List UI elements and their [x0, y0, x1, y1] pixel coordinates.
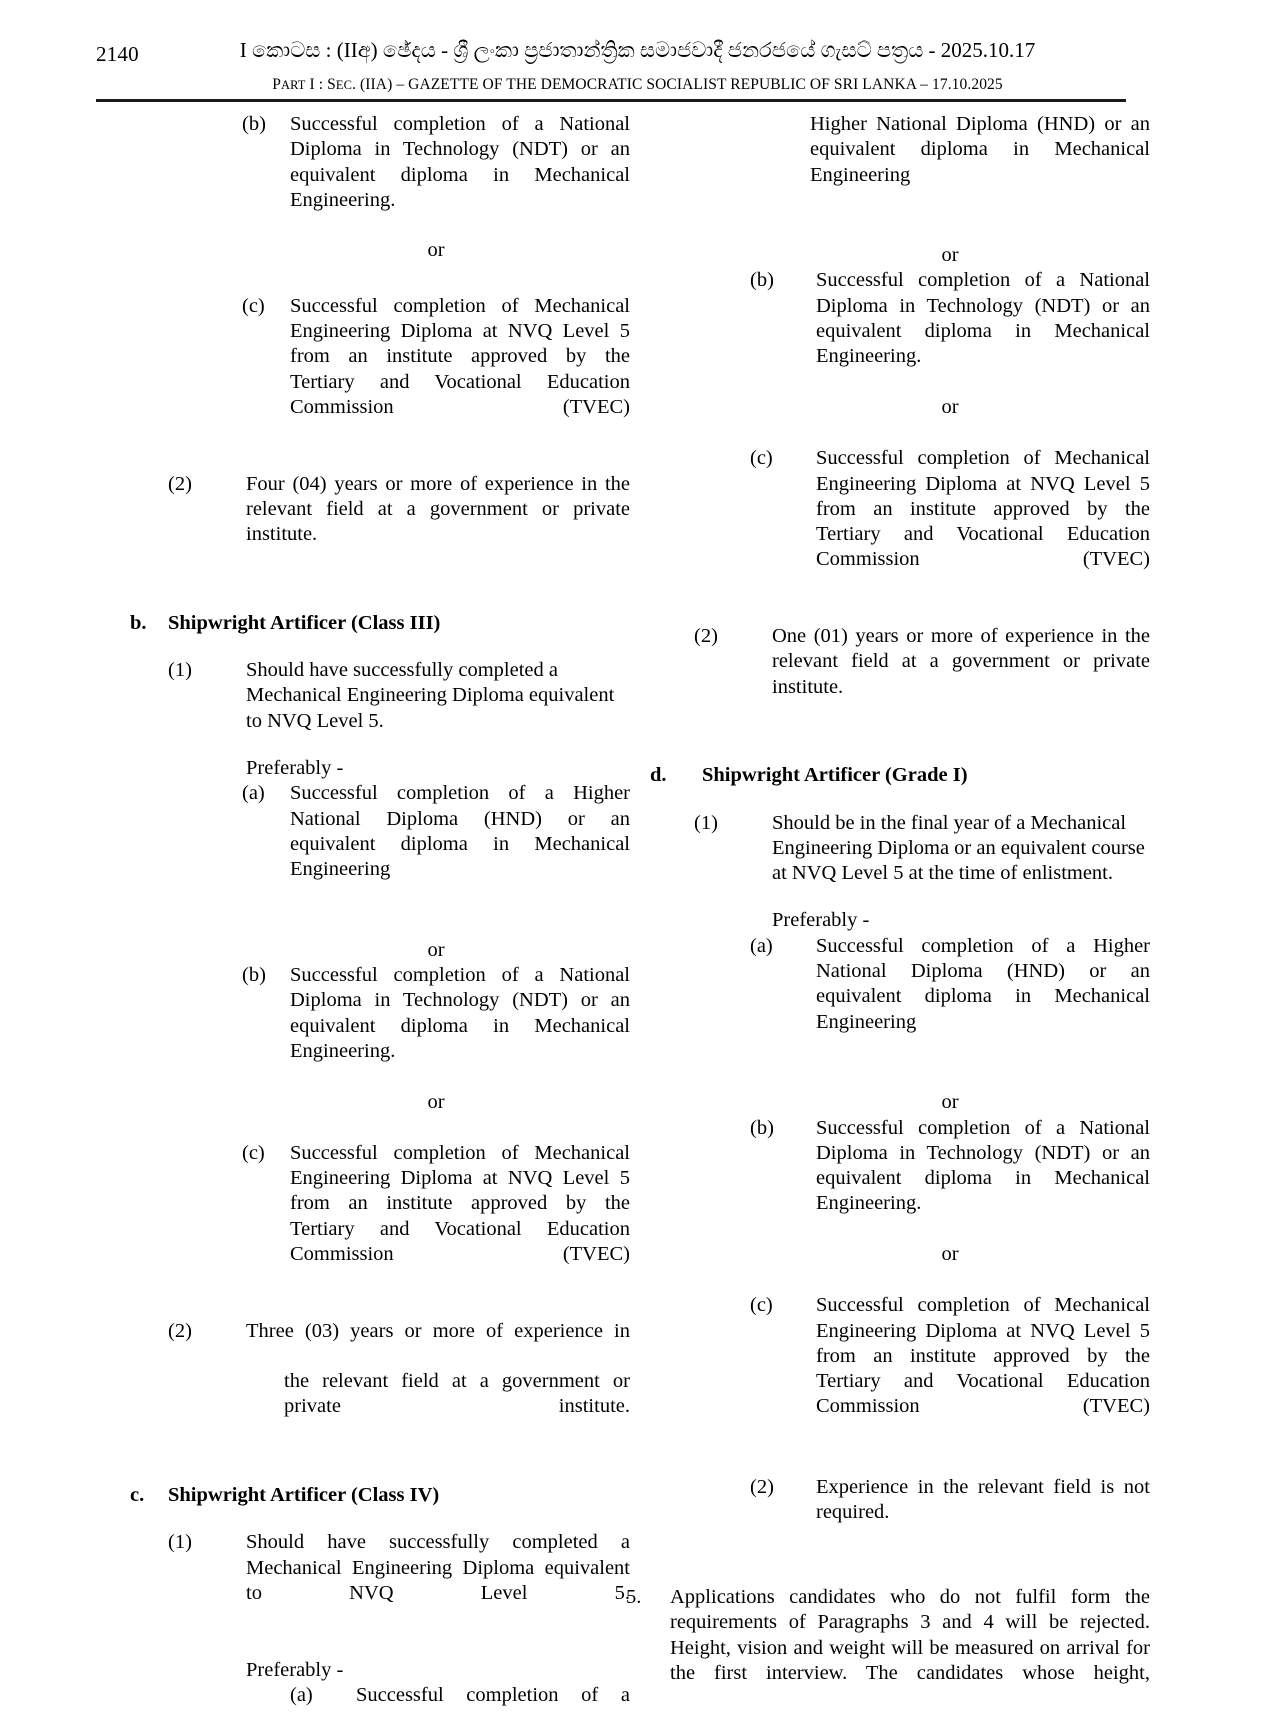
- list-marker: (c): [242, 294, 265, 317]
- list-item-text: Four (04) years or more of experience in the relevant field at a government or private institute.: [246, 472, 630, 546]
- spacer: [130, 636, 630, 658]
- list-item: [750, 268, 1150, 394]
- section-letter: d.: [650, 764, 667, 787]
- list-marker: (b): [242, 113, 266, 135]
- header-row-primary: [0, 38, 1275, 72]
- list-item-text: Successful completion of a National Diploma in Technology (NDT) or an equivalent diploma in Mechanical Engineering.: [290, 964, 630, 1062]
- paragraph-text: Applications candidates who do not fulfil form the requirements of Paragraphs 3 and 4 will be rejected. Height, vision and weight will be measured on arrival for the first interview. The candidates whose height,: [670, 1585, 1150, 1684]
- left-column: [130, 112, 630, 1733]
- spacer: [130, 573, 630, 611]
- section-letter: b.: [130, 611, 147, 634]
- preferably-label: Preferably -: [246, 756, 344, 779]
- spacer: [130, 908, 630, 938]
- preferably-label: Preferably -: [246, 1658, 344, 1681]
- or-separator: or: [427, 938, 445, 961]
- list-item-text: Successful completion of Mechanical Engineering Diploma at NVQ Level 5 from an institute approved by the Tertiary and Vocational Education Commission (TVEC): [290, 1141, 630, 1265]
- list-marker: (a): [242, 782, 265, 805]
- section-heading-c: [130, 1483, 630, 1508]
- list-marker: (b): [242, 964, 266, 987]
- list-marker: (2): [168, 472, 192, 495]
- list-item: [168, 1530, 630, 1631]
- spacer: [130, 1445, 630, 1483]
- numbered-paragraph: [626, 1585, 1150, 1711]
- spacer: [650, 789, 1150, 811]
- or-separator: or: [941, 244, 959, 267]
- list-marker: (1): [694, 811, 718, 834]
- header-english-title: PART I : SEC. (IIA) – GAZETTE OF THE DEMOCRATIC SOCIALIST REPUBLIC OF SRI LANKA – 17.10.2025: [272, 76, 1003, 93]
- or-separator: or: [427, 1090, 445, 1113]
- section-title: Shipwright Artificer (Grade I): [702, 764, 968, 787]
- list-item-text: Successful completion of a National Diploma in Technology (NDT) or an equivalent diploma in Mechanical Engineering.: [816, 1116, 1150, 1215]
- list-marker: (a): [750, 934, 773, 957]
- section-heading-b: [130, 611, 630, 636]
- spacer: [130, 1293, 630, 1319]
- list-marker: (a): [290, 1683, 313, 1706]
- spacer: [650, 1267, 1150, 1293]
- section-letter: c.: [130, 1484, 145, 1507]
- list-item-text: Should be in the final year of a Mechanical Engineering Diploma or an equivalent course at NVQ Level 5 at the time of enlistment.: [772, 811, 1145, 885]
- list-item: [290, 1683, 630, 1733]
- list-item: [750, 1293, 1150, 1445]
- two-column-body: [0, 112, 1275, 1706]
- paragraph-number: 5.: [626, 1585, 642, 1608]
- list-item: [694, 811, 1150, 887]
- spacer: [650, 420, 1150, 446]
- or-separator: or: [427, 239, 445, 262]
- header-sinhala-title: I කොටස : (IIඅ) ඡේදය - ශ්‍රී ලංකා ප්‍රජාතාන්ත්‍රික සමාජවාදී ජනරජයේ ගැසට් පත්‍රය - 2025.10.17: [239, 38, 1036, 62]
- list-marker: (b): [750, 1116, 774, 1139]
- list-marker: (2): [694, 625, 718, 648]
- or-separator: or: [941, 1242, 959, 1265]
- list-item-text: Should have successfully completed a Mechanical Engineering Diploma equivalent to NVQ Level 5.: [246, 659, 615, 732]
- list-item-text: [246, 1319, 630, 1445]
- list-item: [750, 934, 1150, 1060]
- spacer: [130, 1508, 630, 1530]
- section-heading-d: [650, 763, 1150, 788]
- preferably-label: Preferably -: [772, 909, 870, 932]
- list-item: [242, 781, 630, 907]
- list-marker: (1): [168, 659, 192, 682]
- list-item: [242, 1141, 630, 1293]
- spacer: [130, 264, 630, 294]
- spacer: [650, 1551, 1150, 1585]
- header-divider-rule: [96, 99, 1126, 102]
- list-item-text: Successful completion of a National Diploma in Technology (NDT) or an equivalent diploma in Mechanical Engineering.: [816, 269, 1150, 368]
- or-separator: or: [941, 1091, 959, 1114]
- list-marker: (c): [750, 1294, 773, 1317]
- list-item-text: Experience in the relevant field is not required.: [816, 1476, 1150, 1524]
- list-item: [750, 446, 1150, 598]
- or-separator: or: [941, 395, 959, 418]
- section-title: Shipwright Artificer (Class III): [168, 611, 441, 634]
- list-item-text-rest: the relevant field at a government or private institute.: [284, 1370, 630, 1418]
- continued-paragraph: Higher National Diploma (HND) or an equivalent diploma in Mechanical Engineering: [810, 113, 1150, 186]
- spacer: [130, 1115, 630, 1141]
- list-item-text: Successful completion of Mechanical Engineering Diploma at NVQ Level 5 from an institute approved by the Tertiary and Vocational Education Commission (TVEC): [816, 1294, 1150, 1418]
- list-item-text: One (01) years or more of experience in the relevant field at a government or private institute.: [772, 625, 1150, 698]
- spacer: [650, 598, 1150, 624]
- spacer: [650, 725, 1150, 763]
- list-item: [168, 472, 630, 573]
- list-item-text: Successful completion of a Higher National Diploma (HND) or an equivalent diploma in Mechanical Engineering: [290, 782, 630, 881]
- list-item: [242, 294, 630, 446]
- spacer: [650, 1445, 1150, 1475]
- list-item-text: Successful completion of Mechanical Engineering Diploma at NVQ Level 5 from an institute approved by the Tertiary and Vocational Education Commission (TVEC): [290, 294, 630, 418]
- section-title: Shipwright Artificer (Class IV): [168, 1484, 440, 1507]
- spacer: [130, 446, 630, 472]
- list-item: [242, 963, 630, 1089]
- page-number: 2140: [96, 42, 139, 66]
- spacer: [650, 1060, 1150, 1090]
- list-item-text-first-line: Three (03) years or more of experience in: [246, 1319, 630, 1342]
- spacer: [130, 1632, 630, 1658]
- list-item: [168, 1319, 630, 1445]
- list-item-text: Successful completion of a Higher National Diploma (HND) or an equivalent diploma in Mechanical Engineering: [816, 934, 1150, 1033]
- list-marker: (b): [750, 269, 774, 292]
- spacer: [650, 213, 1150, 243]
- list-item: [168, 658, 630, 734]
- spacer: [130, 734, 630, 756]
- spacer: [650, 886, 1150, 908]
- list-item-text: Successful completion of Mechanical Engineering Diploma at NVQ Level 5 from an institute approved by the Tertiary and Vocational Education Commission (TVEC): [816, 447, 1150, 571]
- list-item: [750, 1116, 1150, 1242]
- list-item: [242, 112, 630, 238]
- list-marker: (2): [750, 1476, 774, 1499]
- right-column: [626, 112, 1150, 1711]
- list-item: [694, 624, 1150, 725]
- list-marker: (c): [750, 447, 773, 470]
- list-marker: (2): [168, 1319, 192, 1342]
- page-header: [0, 38, 1275, 94]
- list-marker: (c): [242, 1141, 265, 1164]
- list-marker: (1): [168, 1531, 192, 1554]
- list-item-text: Should have successfully completed a Mechanical Engineering Diploma equivalent to NVQ Level 5.: [246, 1531, 630, 1604]
- list-item-text: Successful completion of a: [356, 1683, 630, 1706]
- list-item: [750, 1475, 1150, 1551]
- list-item-text: Successful completion of a National Diploma in Technology (NDT) or an equivalent diploma in Mechanical Engineering.: [290, 113, 630, 211]
